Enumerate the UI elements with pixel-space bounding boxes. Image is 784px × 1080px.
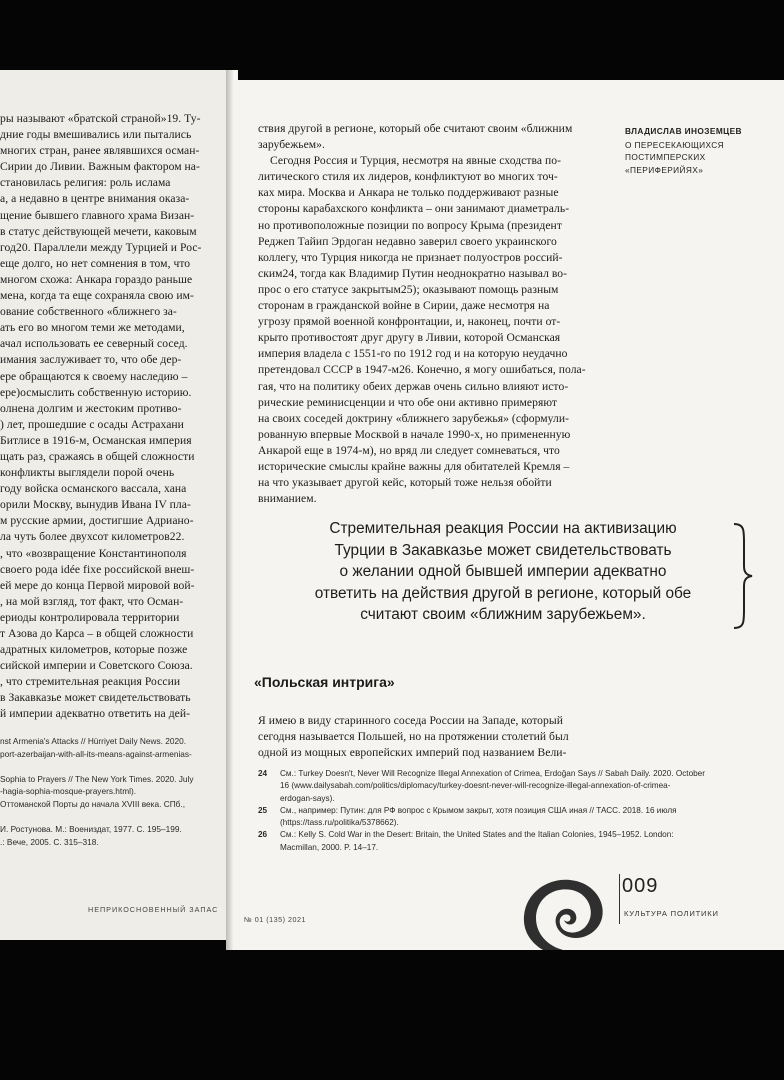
left-footnote-line: И. Ростунова. М.: Воениздат, 1977. С. 195–199. bbox=[0, 824, 182, 835]
right-body-line: ках мира. Москва и Анкара не только поддерживают разные bbox=[258, 186, 559, 200]
footnote-number: 26 bbox=[258, 830, 268, 840]
left-body-line: орили Москву, вынудив Ивана IV пла- bbox=[0, 498, 191, 512]
left-body-line: щать раз, сражаясь в общей сложности bbox=[0, 449, 195, 463]
left-body-line: ла чуть более двухсот километров22. bbox=[0, 530, 185, 544]
right-body-line: прос о его статусе закрытым25); оказывают помощь разным bbox=[258, 282, 559, 296]
left-body-line: , на мой взгляд, тот факт, что Осман- bbox=[0, 594, 184, 608]
pull-quote-line: о желании одной бывшей империи адекватно bbox=[339, 563, 667, 581]
footnote bbox=[258, 768, 758, 805]
left-body-line: ериоды контролировала территории bbox=[0, 610, 180, 624]
footnote-number: 24 bbox=[258, 769, 268, 778]
right-body-line: претендовал СССР в 1947-м26. Конечно, я могу ошибаться, пола- bbox=[258, 363, 586, 377]
right-body-line: исторические смыслы крайне важны для обитателей Кремля – bbox=[258, 459, 570, 473]
footnote bbox=[258, 829, 758, 854]
left-body-line: мена, когда та еще сохраняла свою им- bbox=[0, 289, 194, 303]
left-body-line: олнена долгим и жестоким противо- bbox=[0, 401, 182, 415]
footnote-text-line: См., например: Путин: для РФ вопрос с Крымом закрыт, хотя позиция США иная // ТАСС. 2018. 16 июля bbox=[280, 805, 677, 815]
left-body-line: ) лет, прошедшие с осады Астрахани bbox=[0, 417, 184, 431]
author-block bbox=[625, 125, 775, 176]
page-number: 009 bbox=[622, 875, 659, 897]
left-body-line: в статус действующей мечети, каковым bbox=[0, 224, 197, 238]
right-page bbox=[234, 80, 784, 950]
left-footnote-line: .: Вече, 2005. С. 315–318. bbox=[0, 836, 99, 847]
spiral-logo-icon bbox=[516, 872, 612, 950]
right-body-line: но противоположные позиции по вопросу Крыма (президент bbox=[258, 218, 562, 232]
pull-quote-line: Стремительная реакция России на активизацию bbox=[329, 520, 677, 537]
left-footnote-line: Sophia to Prayers // The New York Times. 2020. July bbox=[0, 773, 194, 784]
right-body-line: сторонам в гражданской войне в Сирии, даже несмотря на bbox=[258, 299, 550, 313]
left-body-line: своего рода idée fixe российской внеш- bbox=[0, 562, 195, 576]
left-footnote-line bbox=[0, 811, 226, 824]
right-footnotes bbox=[258, 768, 758, 854]
section-body-line: одной из мощных европейских империй под названием Вели- bbox=[258, 746, 567, 760]
left-body-line: , что стремительная реакция России bbox=[0, 675, 181, 689]
left-body-line: ры называют «братской страной»19. Ту- bbox=[0, 112, 201, 125]
left-body-line: становилась религия: роль ислама bbox=[0, 176, 171, 190]
right-body-line: коллегу, что Турция никогда не признает полуостров россий- bbox=[258, 250, 563, 264]
left-body-line: ать его во многом теми же методами, bbox=[0, 321, 185, 335]
left-body-line: ере обращаются к своему наследию – bbox=[0, 369, 188, 383]
article-title-line: «ПЕРИФЕРИЙЯХ» bbox=[625, 164, 704, 175]
left-body-line: т Азова до Карса – в общей сложности bbox=[0, 627, 194, 640]
left-body-text bbox=[0, 111, 226, 723]
issue-label: № 01 (135) 2021 bbox=[244, 915, 306, 924]
left-body-line: конфликты выглядели порой очень bbox=[0, 466, 175, 480]
right-body-line: зарубежьем». bbox=[258, 138, 325, 152]
article-title-line: О ПЕРЕСЕКАЮЩИХСЯ bbox=[625, 140, 724, 151]
footnote-text-line: 16 (www.dailysabah.com/politics/diplomacy/turkey-doesnt-never-will-recognize-illegal-annexation-of-crimea- bbox=[280, 781, 671, 791]
pull-quote-line: считают своим «ближним зарубежьем». bbox=[360, 606, 646, 624]
left-body-line: еще долго, но нет сомнения в том, что bbox=[0, 256, 191, 270]
left-body-line: году войска османского вассала, хана bbox=[0, 482, 187, 496]
left-footnotes bbox=[0, 735, 226, 848]
left-body-line: а, а недавно в центре внимания оказа- bbox=[0, 192, 190, 206]
footnote-text-line: См.: Kelly S. Cold War in the Desert: Britain, the United States and the Italian Colonies, 1945–1952. London: bbox=[280, 830, 674, 840]
right-body-line: ствия другой в регионе, который обе считают своим «ближним bbox=[258, 122, 573, 135]
right-body-line: литического стиля их лидеров, конфликтуют во многих точ- bbox=[258, 170, 558, 184]
right-body-line: угрозу прямой военной конфронтации, и, наконец, почти от- bbox=[258, 315, 561, 329]
right-body-line: стороны карабахского конфликта – они занимают диаметраль- bbox=[258, 202, 570, 216]
right-body-line: крыто противостоят друг другу в Ливии, которой Османская bbox=[258, 331, 561, 345]
left-footnote-line bbox=[0, 760, 226, 773]
footnote-text-line: erdogan-says). bbox=[280, 793, 335, 803]
left-body-line: Сирии до Ливии. Важным фактором на- bbox=[0, 160, 200, 174]
left-footnote-line: -hagia-sophia-mosque-prayers.html). bbox=[0, 786, 137, 797]
left-body-line: ачал использовать ее северный сосед. bbox=[0, 337, 188, 351]
left-footer-label: НЕПРИКОСНОВЕННЫЙ ЗАПАС bbox=[88, 905, 219, 914]
page-number-rule bbox=[619, 874, 620, 924]
footnote-number: 25 bbox=[258, 805, 268, 815]
footnote-text-line: (https://tass.ru/politika/5378662). bbox=[280, 818, 399, 828]
curly-brace-icon bbox=[730, 522, 754, 630]
right-body-line: рованную впервые Москвой в начале 1990-х, но примененную bbox=[258, 427, 571, 441]
right-body-line: рические реминисценции и что обе они активно примеряют bbox=[258, 395, 557, 409]
left-page bbox=[0, 70, 226, 940]
left-body-line: многих стран, ранее являвшихся осман- bbox=[0, 144, 200, 158]
left-body-line: дние годы вмешивались или пытались bbox=[0, 128, 192, 142]
footnote bbox=[258, 805, 758, 830]
author-name: ВЛАДИСЛАВ ИНОЗЕМЦЕВ bbox=[625, 126, 742, 136]
left-body-line: щение бывшего главного храма Визан- bbox=[0, 208, 195, 222]
article-title bbox=[625, 139, 775, 176]
footnote-text-line: См.: Turkey Doesn't, Never Will Recognize Illegal Annexation of Crimea, Erdoğan Says // Sabah Daily. 2020. October bbox=[280, 769, 705, 778]
left-body-line: м русские армии, достигшие Адриано- bbox=[0, 514, 194, 528]
left-body-line: в Закавказье может свидетельствовать bbox=[0, 691, 191, 705]
left-body-line: ей мере до конца Первой мировой вой- bbox=[0, 578, 195, 592]
left-footnote-line: port-azerbaijan-with-all-its-means-against-armenias- bbox=[0, 748, 192, 759]
left-body-line: ование собственного «ближнего за- bbox=[0, 305, 177, 319]
left-body-line: Битлисе в 1916-м, Османская империя bbox=[0, 433, 192, 447]
right-body-line: вниманием. bbox=[258, 492, 317, 506]
section-body-text bbox=[258, 713, 618, 761]
pull-quote-line: Турции в Закавказье может свидетельствовать bbox=[334, 541, 672, 559]
right-body-line: на что указывает другой кейс, который тоже нельзя обойти bbox=[258, 476, 552, 490]
pull-quote bbox=[274, 518, 732, 626]
right-body-line: гая, что на политику обеих держав очень сильно влияют истo- bbox=[258, 379, 569, 393]
left-body-line: й империи адекватно ответить на дей- bbox=[0, 707, 190, 721]
right-body-line: империя владела с 1551-го по 1912 год и на которую неудачно bbox=[258, 347, 568, 361]
section-body-line: Я имею в виду старинного соседа России на Западе, который bbox=[258, 714, 563, 727]
left-body-line: сийской империи и Советского Союза. bbox=[0, 659, 193, 673]
section-title: КУЛЬТУРА ПОЛИТИКИ bbox=[624, 909, 719, 918]
section-heading: «Польская интрига» bbox=[254, 674, 395, 690]
left-body-line: год20. Параллели между Турцией и Рос- bbox=[0, 240, 202, 254]
right-body-line: Реджеп Тайип Эрдоган недавно заверил своего украинского bbox=[258, 234, 557, 248]
left-footnote-line: Оттоманской Порты до начала XVIII века. СПб., bbox=[0, 798, 186, 809]
left-body-line: многом схожа: Анкара гораздо раньше bbox=[0, 272, 193, 286]
section-body-line: сегодня называется Польшей, но на протяжении столетий был bbox=[258, 730, 569, 744]
article-title-line: ПОСТИМПЕРСКИХ bbox=[625, 152, 706, 163]
right-body-line: Сегодня Россия и Турция, несмотря на явные сходства по- bbox=[270, 154, 561, 168]
right-body-line: на своих соседей доктрину «ближнего зарубежья» (сформули- bbox=[258, 411, 569, 425]
left-body-line: ере)осмыслить собственную историю. bbox=[0, 385, 192, 399]
right-body-line: ским24, тогда как Владимир Путин неоднократно называл во- bbox=[258, 266, 568, 280]
pull-quote-line: ответить на действия другой в регионе, который обе bbox=[314, 584, 692, 602]
footnote-text-line: Macmillan, 2000. P. 14–17. bbox=[280, 842, 379, 852]
left-footnote-line: nst Armenia's Attacks // Hürriyet Daily News. 2020. bbox=[0, 736, 187, 746]
left-body-line: имания заслуживает то, что обе дер- bbox=[0, 353, 182, 367]
left-body-line: адратных километров, которые позже bbox=[0, 643, 188, 657]
left-body-line: , что «возвращение Константинополя bbox=[0, 546, 187, 560]
right-body-text bbox=[258, 121, 618, 507]
right-body-line: Анкарой еще в 1974-м), но вряд ли следует сомневаться, что bbox=[258, 443, 560, 457]
